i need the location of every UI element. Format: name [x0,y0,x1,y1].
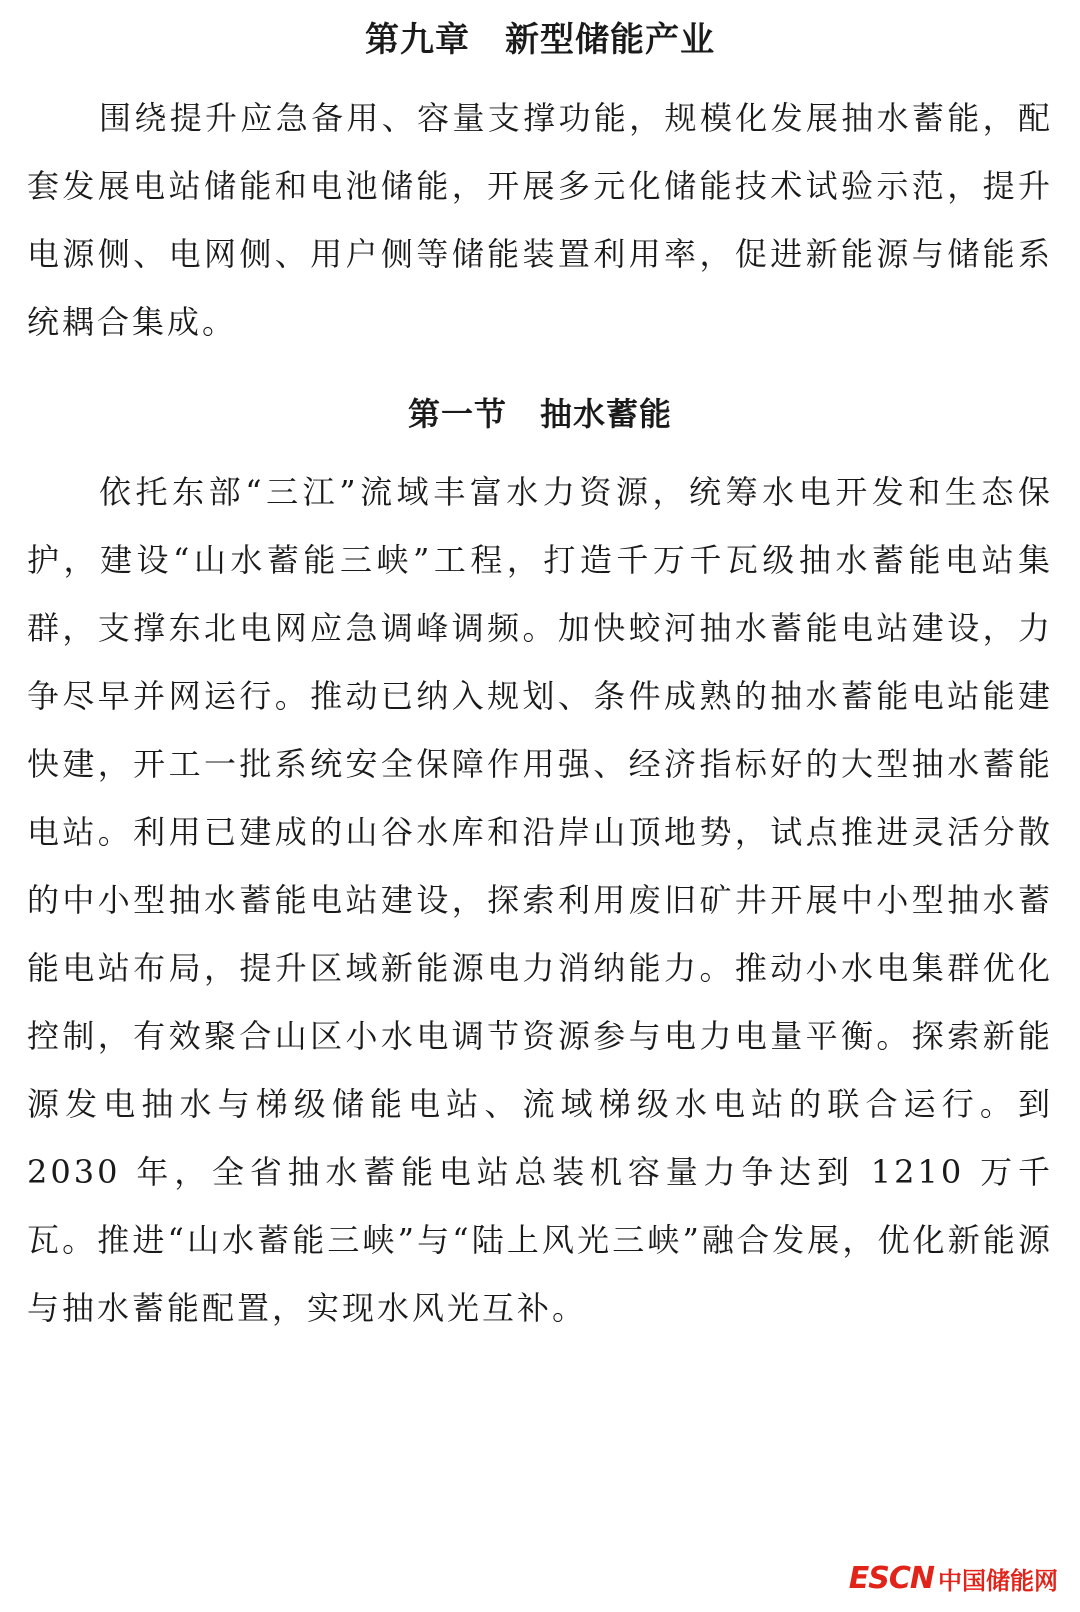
section-title: 第一节 抽水蓄能 [407,395,672,433]
logo-brand-cn: 中国储能网 [938,1566,1058,1595]
chapter-title: 第九章 新型储能产业 [365,20,715,60]
document-page [27,12,1053,1342]
section-body-paragraph: 依托东部“三江”流域丰富水力资源，统筹水电开发和生态保护，建设“山水蓄能三峡”工程，打造千万千瓦级抽水蓄能电站集群，支撑东北电网应急调峰调频。加快蛟河抽水蓄能电站建设，力争尽早并网运行。推动已纳入规划、条件成熟的抽水蓄能电站能建快建，开工一批系统安全保障作用强、经济指标好的大型抽水蓄能电站。利用已建成的山谷水库和沿岸山顶地势，试点推进灵活分散的中小型抽水蓄能电站建设，探索利用废旧矿井开展中小型抽水蓄能电站布局，提升区域新能源电力消纳能力。推动小水电集群优化控制，有效聚合山区小水电调节资源参与电力电量平衡。探索新能源发电抽水与梯级储能电站、流域梯级水电站的联合运行。到 2030 年，全省抽水蓄能电站总装机容量力争达到 1210 万千瓦。推进“山水蓄能三峡”与“陆上风光三峡”融合发展，优化新能源与抽水蓄能配置，实现水风光互补。 [27,473,1053,1327]
chapter-intro-paragraph: 围绕提升应急备用、容量支撑功能，规模化发展抽水蓄能，配套发展电站储能和电池储能，开展多元化储能技术试验示范，提升电源侧、电网侧、用户侧等储能装置利用率，促进新能源与储能系统耦合集成。 [27,99,1053,341]
escn-watermark-logo [849,1558,1058,1598]
logo-brand-en: ESCN [848,1560,934,1596]
